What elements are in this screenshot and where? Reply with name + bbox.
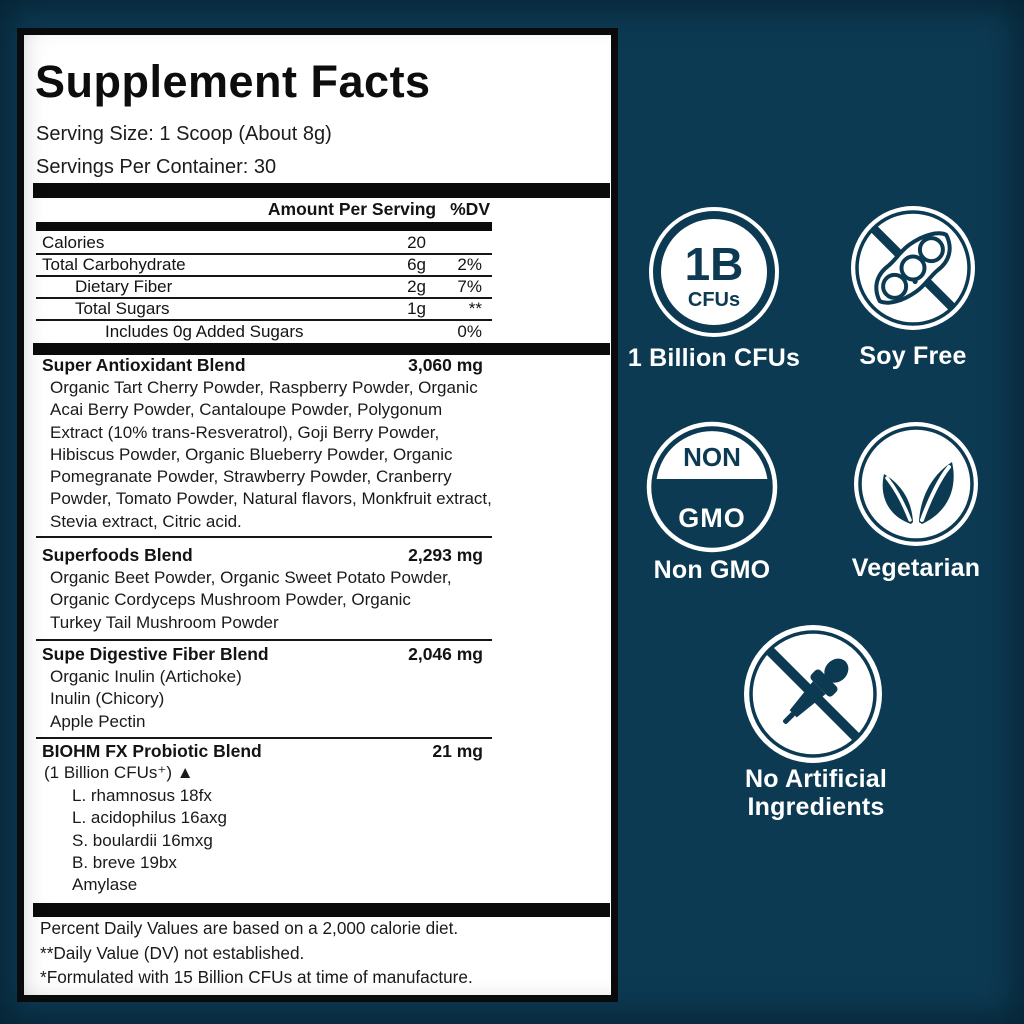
blend-amount: 2,046 mg: [408, 643, 483, 664]
serving-size-line: Serving Size: 1 Scoop (About 8g): [36, 123, 332, 145]
row-dv: 2%: [457, 255, 482, 274]
blend-amount: 2,293 mg: [408, 544, 483, 565]
one-billion-cfus-icon: [644, 202, 784, 342]
servings-per-container-line: Servings Per Container: 30: [36, 156, 277, 178]
blend-ingredients: [50, 377, 492, 533]
no-artificial-ingredients-icon: [738, 619, 888, 769]
blend-amount: 3,060 mg: [408, 354, 483, 375]
medium-divider: [36, 222, 492, 231]
row-name: Total Sugars: [75, 299, 170, 318]
cfus-count-text: 1B: [684, 238, 744, 290]
supplement-facts-panel: [17, 28, 618, 1002]
strain-item: L. acidophilus 16axg: [72, 808, 228, 828]
table-header-row: [36, 198, 492, 220]
blend-name: Superfoods Blend: [42, 544, 193, 565]
ingredients-line: Pomegranate Powder, Strawberry Powder, Cranberry: [50, 467, 452, 487]
no-artificial-label-line2: Ingredients: [747, 793, 885, 821]
thick-divider: [33, 183, 610, 198]
table-row: [36, 255, 492, 277]
ingredients-line: Inulin (Chicory): [50, 689, 165, 709]
dv-header: %DV: [450, 198, 490, 219]
table-row: [36, 321, 492, 343]
footnote-line: Percent Daily Values are based on a 2,000 calorie diet.: [40, 918, 459, 938]
blend-name: Super Antioxidant Blend: [42, 354, 246, 375]
thick-divider: [33, 343, 610, 355]
blend-header-superfoods: [36, 545, 483, 565]
ingredients-line: Organic Inulin (Artichoke): [50, 667, 242, 686]
strain-item: S. boulardii 16mxg: [72, 830, 213, 850]
strain-item: Amylase: [72, 875, 138, 895]
probiotic-strain-list: [72, 785, 227, 896]
footnote-line: *Formulated with 15 Billion CFUs at time of manufacture.: [40, 967, 473, 988]
row-amount: 20: [407, 233, 426, 252]
amount-per-serving-header: Amount Per Serving: [267, 198, 437, 219]
non-text: NON: [683, 442, 741, 472]
row-dv: 0%: [457, 322, 482, 341]
row-amount: 2g: [407, 277, 426, 296]
thin-divider: [36, 639, 492, 641]
blend-header-probiotic: [36, 741, 483, 761]
strain-item: B. breve 19bx: [72, 852, 177, 872]
row-name: Calories: [42, 233, 105, 252]
blend-name: BIOHM FX Probiotic Blend: [42, 740, 262, 761]
non-gmo-icon: [642, 417, 782, 557]
soy-free-badge-label: Soy Free: [859, 342, 967, 370]
footnote-line: **Daily Value (DV) not established.: [40, 942, 305, 963]
ingredients-line: Powder, Tomato Powder, Natural flavors, Monkfruit extract,: [50, 489, 492, 509]
no-artificial-label-line1: No Artificial: [745, 765, 887, 793]
cfus-badge-label: 1 Billion CFUs: [627, 344, 801, 372]
blend-name: Supe Digestive Fiber Blend: [42, 643, 269, 664]
row-name: Total Carbohydrate: [42, 255, 186, 274]
probiotic-subtitle: (1 Billion CFUs⁺) ▲: [44, 763, 194, 782]
ingredients-line: Extract (10% trans-Resveratrol), Goji Berry Powder,: [50, 422, 440, 442]
thick-divider: [33, 903, 610, 917]
row-name: Includes 0g Added Sugars: [105, 322, 304, 341]
ingredients-line: Turkey Tail Mushroom Powder: [50, 612, 279, 632]
table-row: [36, 277, 492, 299]
vegetarian-badge-label: Vegetarian: [851, 554, 981, 582]
gmo-text: GMO: [678, 503, 746, 533]
ingredients-line: Organic Beet Powder, Organic Sweet Potato Powder,: [50, 568, 452, 587]
row-name: Dietary Fiber: [75, 277, 173, 296]
cfus-unit-text: CFUs: [687, 289, 741, 311]
row-dv: **: [468, 299, 482, 318]
ingredients-line: Hibiscus Powder, Organic Blueberry Powder, Organic: [50, 444, 453, 464]
vegetarian-icon: [846, 414, 986, 554]
panel-title: Supplement Facts: [35, 56, 431, 107]
row-amount: 1g: [407, 299, 426, 318]
thin-divider: [36, 737, 492, 739]
blend-amount: 21 mg: [432, 740, 483, 761]
footnotes: [40, 916, 473, 990]
blend-header-super-antioxidant: [36, 355, 483, 375]
strain-item: L. rhamnosus 18fx: [72, 786, 212, 805]
blend-ingredients: [50, 567, 452, 634]
row-amount: 6g: [407, 255, 426, 274]
blend-header-digestive-fiber: [36, 644, 483, 664]
ingredients-line: Acai Berry Powder, Cantaloupe Powder, Polygonum: [50, 400, 443, 420]
ingredients-line: Organic Tart Cherry Powder, Raspberry Powder, Organic: [50, 378, 478, 397]
table-row: [36, 233, 492, 255]
ingredients-line: Apple Pectin: [50, 711, 146, 731]
blend-ingredients: [50, 666, 242, 733]
soy-free-icon: [843, 198, 983, 338]
ingredients-line: Stevia extract, Citric acid.: [50, 511, 242, 531]
no-artificial-badge-label: [706, 765, 926, 821]
table-row: [36, 299, 492, 321]
non-gmo-badge-label: Non GMO: [653, 556, 771, 584]
thin-divider: [36, 536, 492, 538]
ingredients-line: Organic Cordyceps Mushroom Powder, Organic: [50, 590, 411, 610]
row-dv: 7%: [457, 277, 482, 296]
